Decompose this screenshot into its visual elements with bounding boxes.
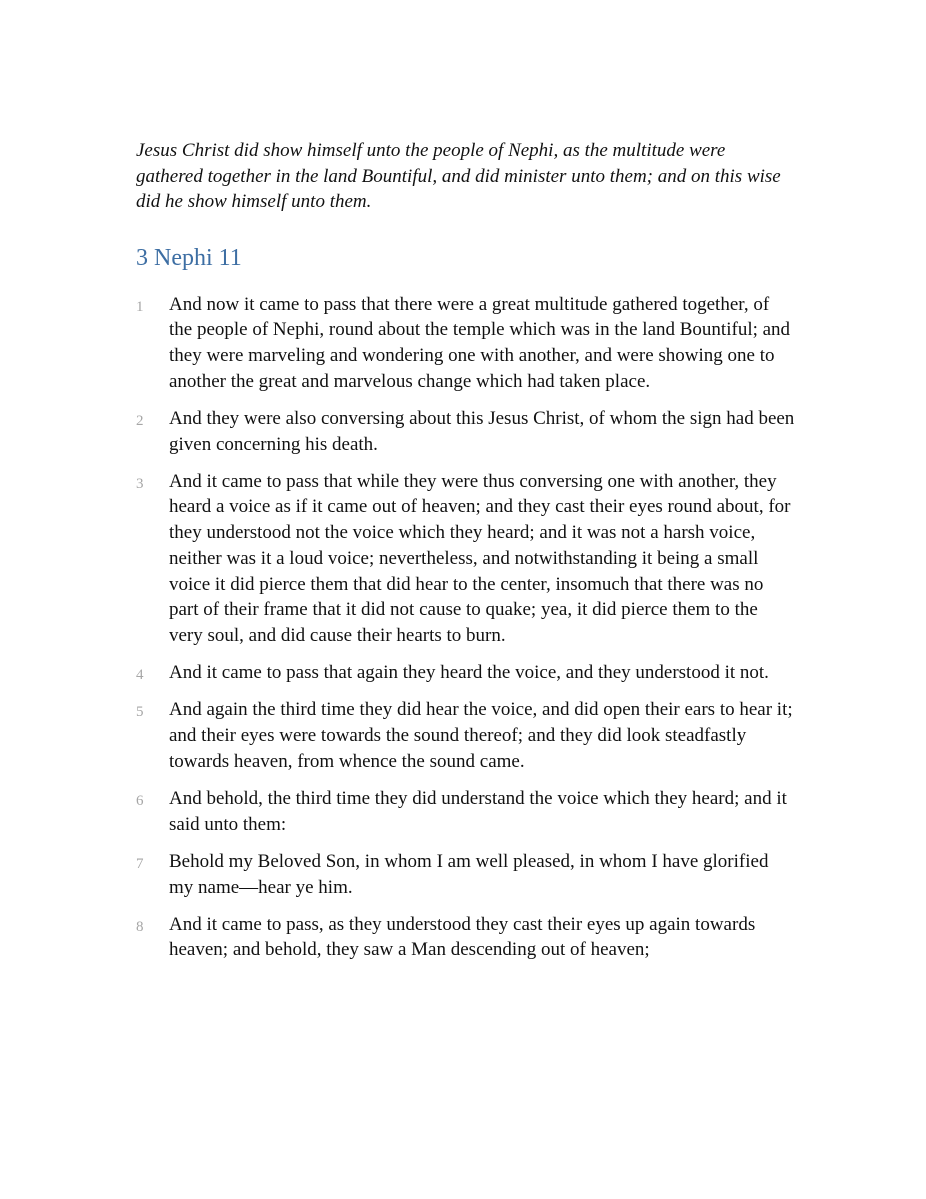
verse-list: [136, 292, 796, 964]
verse-number: 5: [136, 704, 144, 721]
chapter-summary: Jesus Christ did show himself unto the people of Nephi, as the multitude were gathered together in the land Bountiful, and did minister unto them; and on this wise did he show himself unto them.: [136, 140, 781, 212]
verse-text: And it came to pass that while they were thus conversing one with another, they heard a voice as if it came out of heaven; and they cast their eyes round about, for they understood not the voice which they heard; and it was not a harsh voice, neither was it a loud voice; nevertheless, and notwithstanding it being a small voice it did pierce them that did hear to the center, insomuch that there was no part of their frame that it did not cause to quake; yea, it did pierce them to the very soul, and did cause their hearts to burn.: [169, 470, 791, 646]
verse-item: [136, 786, 796, 837]
verse-text: Behold my Beloved Son, in whom I am well pleased, in whom I have glorified my name—hear ye him.: [169, 850, 769, 898]
verse-item: [136, 292, 796, 395]
verse-text: And it came to pass, as they understood they cast their eyes up again towards heaven; and behold, they saw a Man descending out of heaven;: [169, 913, 756, 961]
verse-number: 3: [136, 475, 144, 492]
verse-number: 8: [136, 918, 144, 935]
document-page: [136, 138, 796, 975]
verse-text: And again the third time they did hear the voice, and did open their ears to hear it; and their eyes were towards the sound thereof; and they did look steadfastly towards heaven, from whence the sound came.: [169, 699, 793, 772]
verse-item: [136, 660, 796, 686]
verse-item: [136, 697, 796, 774]
verse-text: And they were also conversing about this Jesus Christ, of whom the sign had been given concerning his death.: [169, 407, 795, 455]
verse-text: And now it came to pass that there were a great multitude gathered together, of the people of Nephi, round about the temple which was in the land Bountiful; and they were marveling and wondering one with another, and were showing one to another the great and marvelous change which had taken place.: [169, 293, 791, 392]
verse-text: And it came to pass that again they heard the voice, and they understood it not.: [169, 662, 769, 684]
verse-item: [136, 849, 796, 900]
verse-number: 6: [136, 792, 144, 809]
verse-item: [136, 406, 796, 457]
verse-number: 1: [136, 298, 144, 315]
chapter-title: 3 Nephi 11: [136, 244, 242, 271]
verse-number: 7: [136, 855, 144, 872]
verse-item: [136, 912, 796, 963]
verse-number: 2: [136, 412, 144, 429]
verse-item: [136, 469, 796, 649]
verse-number: 4: [136, 667, 144, 684]
verse-text: And behold, the third time they did understand the voice which they heard; and it said unto them:: [169, 787, 787, 835]
